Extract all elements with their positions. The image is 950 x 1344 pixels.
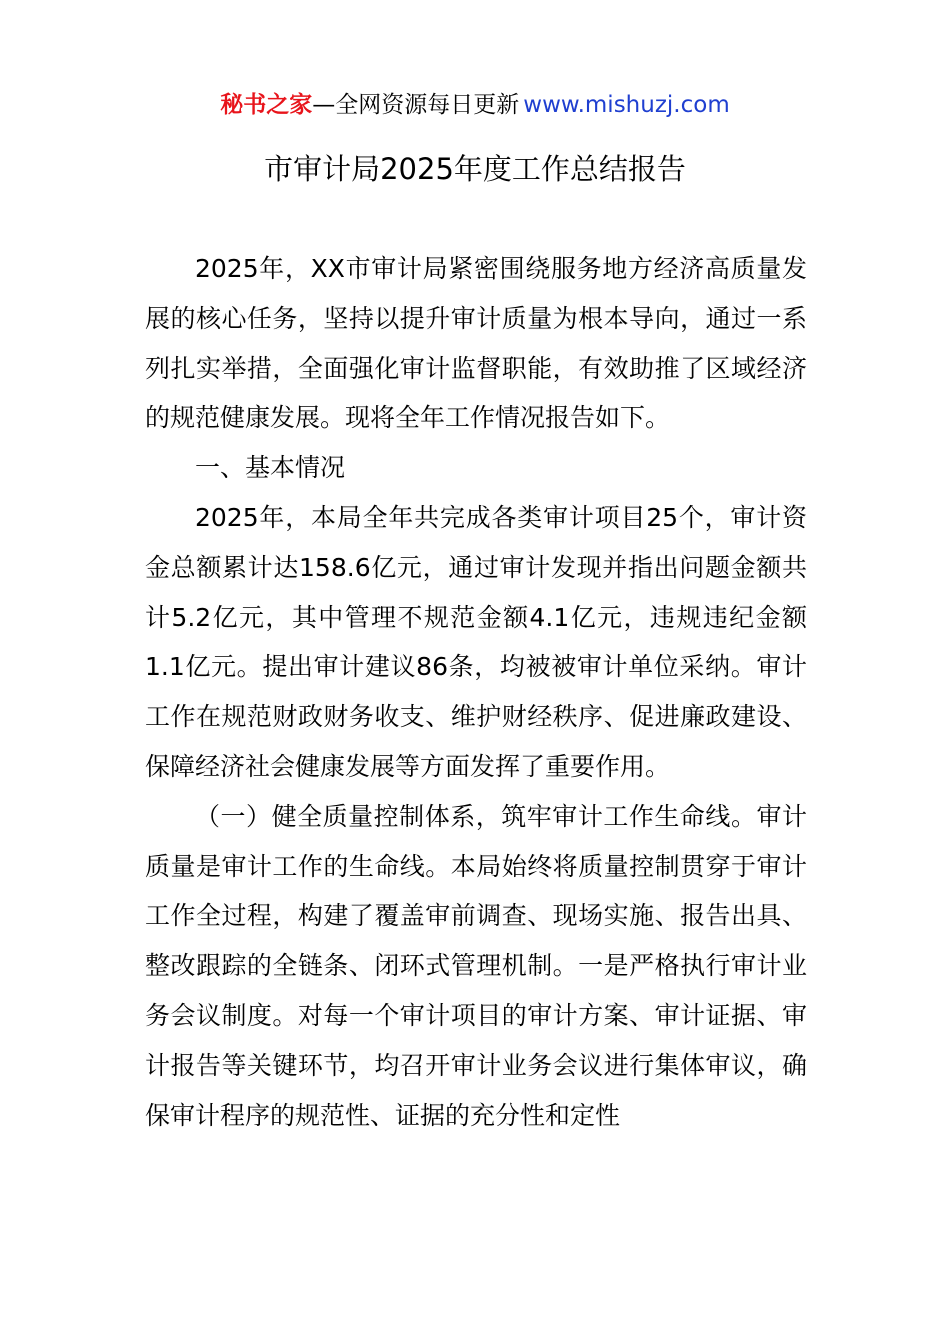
section-heading-basic-situation: 一、基本情况 — [195, 453, 346, 483]
header-tagline: —全网资源每日更新 — [312, 92, 520, 118]
site-header — [0, 88, 950, 122]
brand-name: 秘书之家 — [220, 92, 313, 118]
document-body — [145, 244, 807, 1140]
paragraph-intro: 2025年，XX市审计局紧密围绕服务地方经济高质量发展的核心任务，坚持以提升审计质量为根本导向，通过一系列扎实举措，全面强化审计监督职能，有效助推了区域经济的规范健康发展。现将全年工作情况报告如下。 — [145, 254, 807, 433]
paragraph-quality-control: （一）健全质量控制体系，筑牢审计工作生命线。审计质量是审计工作的生命线。本局始终将质量控制贯穿于审计工作全过程，构建了覆盖审前调查、现场实施、报告出具、整改跟踪的全链条、闭环式管理机制。一是严格执行审计业务会议制度。对每一个审计项目的审计方案、审计证据、审计报告等关键环节，均召开审计业务会议进行集体审议，确保审计程序的规范性、证据的充分性和定性 — [145, 801, 807, 1130]
paragraph-basic-situation: 2025年，本局全年共完成各类审计项目25个，审计资金总额累计达158.6亿元，通过审计发现并指出问题金额共计5.2亿元，其中管理不规范金额4.1亿元，违规违纪金额1.1亿元。提出审计建议86条，均被被审计单位采纳。审计工作在规范财政财务收支、维护财经秩序、促进廉政建设、保障经济社会健康发展等方面发挥了重要作用。 — [145, 502, 807, 781]
document-title: 市审计局2025年度工作总结报告 — [264, 152, 686, 186]
site-url-link[interactable]: www.mishuzj.com — [523, 92, 730, 118]
